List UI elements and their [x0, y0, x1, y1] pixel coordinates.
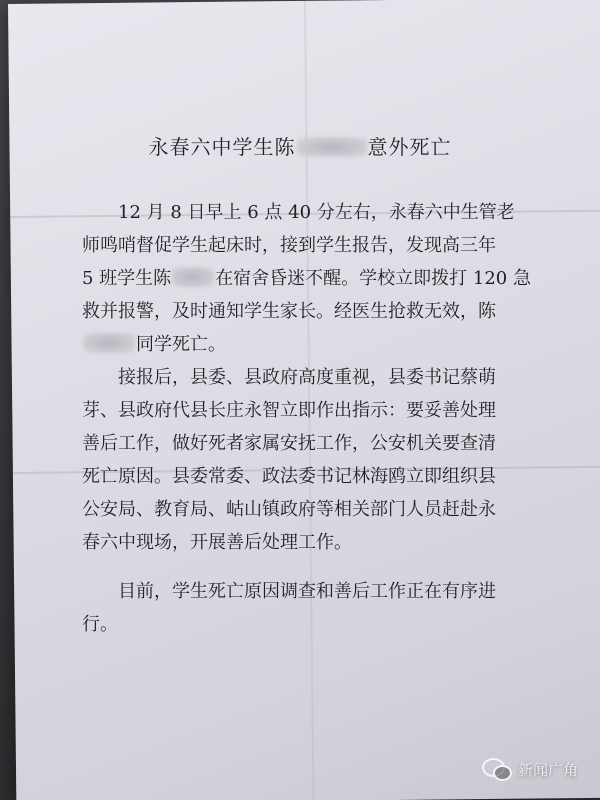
- source-watermark: [482, 758, 578, 780]
- text-line: 死亡原因。县委常委、政法委书记林海鸥立即组织县: [82, 466, 496, 487]
- redacted-name: [83, 333, 135, 353]
- paragraph-2: [82, 361, 552, 559]
- text-line: [82, 262, 552, 295]
- redacted-name: [297, 137, 367, 157]
- text-line: [82, 328, 552, 361]
- text-line: 师鸣哨督促学生起床时，接到学生报告，发现高三年: [82, 235, 496, 256]
- text-line: 行。: [82, 614, 118, 635]
- watermark-label: 新闻广角: [517, 760, 578, 779]
- wechat-icon: [482, 758, 510, 780]
- text-fragment: 同学死亡。: [136, 334, 226, 355]
- text-line: 目前，学生死亡原因调查和善后工作正在有序进: [118, 581, 496, 602]
- redacted-name: [172, 267, 214, 287]
- title-suffix: 意外死亡: [367, 135, 452, 159]
- text-line: 接报后，县委、县政府高度重视，县委书记蔡萌: [118, 367, 496, 388]
- title-prefix: 永春六中学生陈: [148, 135, 296, 159]
- text-line: 芽、县政府代县长庄永智立即作出指示：要妥善处理: [82, 400, 496, 421]
- document-title: [0, 131, 600, 160]
- paragraph-3: [82, 575, 552, 641]
- text-line: 春六中现场，开展善后处理工作。: [82, 532, 352, 553]
- text-fragment: 在宿舍昏迷不醒。学校立即拨打 120 急: [215, 268, 531, 289]
- paragraph-1: [82, 196, 552, 361]
- text-fragment: 5 班学生陈: [82, 268, 172, 289]
- text-line: 救并报警，及时通知学生家长。经医生抢救无效，陈: [82, 301, 496, 322]
- text-line: 善后工作，做好死者家属安抚工作，公安机关要查清: [82, 433, 496, 454]
- text-line: 12 月 8 日早上 6 点 40 分左右，永春六中生管老: [118, 202, 515, 223]
- text-line: 公安局、教育局、岵山镇政府等相关部门人员赶赴永: [82, 499, 496, 520]
